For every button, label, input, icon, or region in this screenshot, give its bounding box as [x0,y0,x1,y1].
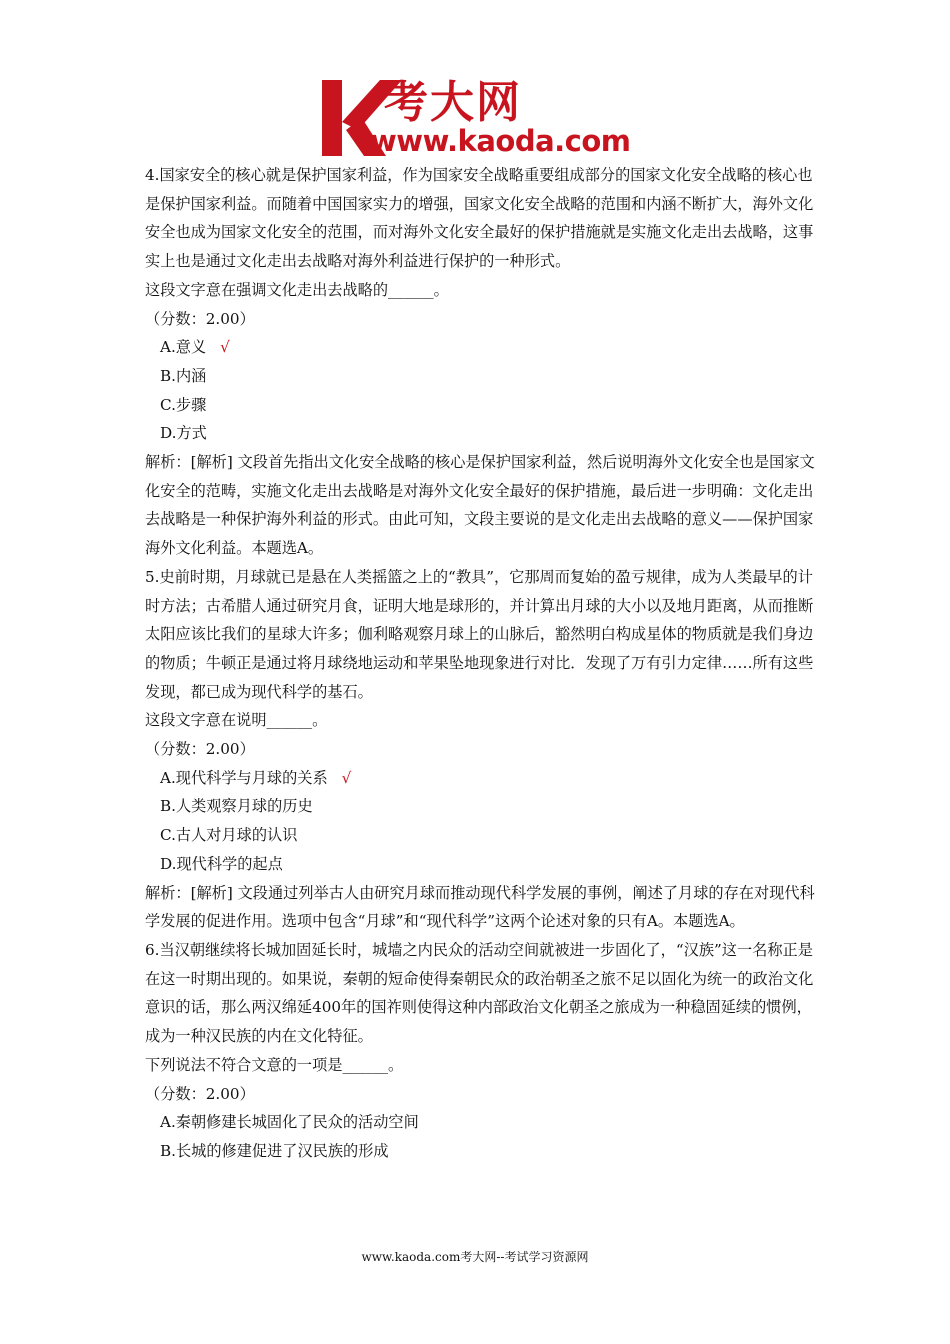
question-4-score: （分数：2.00） [145,309,255,328]
question-4-analysis: 解析：[解析] 文段首先指出文化安全战略的核心是保护国家利益，然后说明海外文化安全也是国家文化安全的范畴，实施文化走出去战略是对海外文化安全最好的保护措施，最后进一步明确：文化走出去战略是一种保护海外利益的形式。由此可知，文段主要说的是文化走出去战略的意义——保护国家海外文化利益。本题选A。 [145,453,815,558]
logo-url: www.kaoda.com [370,124,631,158]
correct-check-icon: √ [341,768,352,787]
option-label: A.意义 [160,338,207,357]
question-4-option-c: C.步骤 [160,395,207,414]
question-4-option-d: D.方式 [160,424,207,443]
question-4-stem: 4.国家安全的核心就是保护国家利益，作为国家安全战略重要组成部分的国家文化安全战略的核心也是保护国家利益。而随着中国国家实力的增强，国家文化安全战略的范围和内涵不断扩大，海外文化安全也成为国家文化安全的范围，而对海外文化安全最好的保护措施就是实施文化走出去战略，这事实上也是通过文化走出去战略对海外利益进行保护的一种形式。 [145,166,814,271]
page-footer: www.kaoda.com考大网--考试学习资源网 [361,1250,589,1264]
kaoda-logo [318,78,638,158]
question-4-prompt: 这段文字意在强调文化走出去战略的______。 [145,280,449,299]
question-5-analysis: 解析：[解析] 文段通过列举古人由研究月球而推动现代科学发展的事例，阐述了月球的存在对现代科学发展的促进作用。选项中包含“月球”和“现代科学”这两个论述对象的只有A。本题选A。 [145,883,815,931]
question-5-stem: 5.史前时期，月球就已是悬在人类摇篮之上的“教具”，它那周而复始的盈亏规律，成为人类最早的计时方法；古希腊人通过研究月食，证明大地是球形的，并计算出月球的大小以及地月距离，从而推断太阳应该比我们的星球大许多；伽利略观察月球上的山脉后，豁然明白构成星体的物质就是我们身边的物质；牛顿正是通过将月球绕地运动和苹果坠地现象进行对比．发现了万有引力定律……所有这些发现，都已成为现代科学的基石。 [145,567,814,701]
question-5-option-b: B.人类观察月球的历史 [160,797,313,816]
logo-name: 考大网 [384,77,522,128]
question-5-prompt: 这段文字意在说明______。 [145,711,328,730]
question-5-option-a [145,764,815,793]
option-label: A.现代科学与月球的关系 [160,768,328,787]
question-6-prompt: 下列说法不符合文意的一项是______。 [145,1055,404,1074]
question-5-option-c: C.古人对月球的认识 [160,826,298,845]
question-5-score: （分数：2.00） [145,740,255,759]
correct-check-icon: √ [220,338,230,357]
question-6-score: （分数：2.00） [145,1084,255,1103]
question-4-option-a [145,333,815,362]
question-6-option-a: A.秦朝修建长城固化了民众的活动空间 [160,1113,419,1132]
question-content [145,161,815,1166]
question-6-option-b: B.长城的修建促进了汉民族的形成 [160,1141,389,1160]
question-4-option-b: B.内涵 [160,366,207,385]
question-6-stem: 6.当汉朝继续将长城加固延长时，城墙之内民众的活动空间就被进一步固化了，“汉族”这一名称正是在这一时期出现的。如果说，秦朝的短命使得秦朝民众的政治朝圣之旅不足以固化为统一的政治文化意识的话，那么两汉绵延400年的国祚则使得这种内部政治文化朝圣之旅成为一种稳固延续的惯例，成为一种汉民族的内在文化特征。 [145,940,814,1046]
question-5-option-d: D.现代科学的起点 [160,854,283,873]
